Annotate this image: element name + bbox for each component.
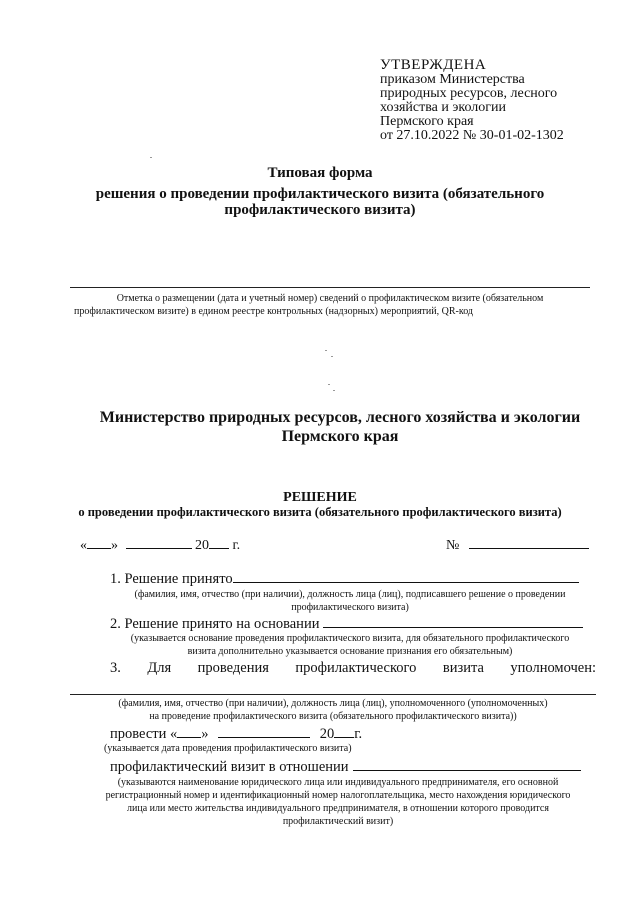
approval-stamp (380, 58, 630, 143)
day-blank (87, 536, 111, 549)
hint-line: (фамилия, имя, отчество (при наличии), должность лица (лиц), уполномоченного (уполномоченных) (118, 698, 548, 709)
item-3-word: 3. (110, 660, 121, 676)
regarding-hint (80, 776, 596, 828)
number-blank (469, 536, 589, 549)
regarding-row (110, 758, 581, 776)
item-3-word: Для (147, 660, 172, 676)
item-1 (110, 570, 579, 588)
hint-line: профилактического визита) (291, 602, 409, 613)
ministry-line: Министерство природных ресурсов, лесного хозяйства и экологии (99, 409, 581, 426)
item-2 (110, 615, 583, 633)
year-prefix: 20 (319, 726, 335, 742)
conduct-hint: (указывается дата проведения профилактического визита) (104, 743, 352, 754)
conduct-year-blank (334, 725, 354, 738)
item-3-word: уполномочен: (510, 660, 596, 676)
form-title-line: профилактического визита) (224, 202, 416, 218)
year-blank (209, 536, 229, 549)
hint-line: на проведение профилактического визита (обязательного профилактического визита)) (149, 711, 517, 722)
scan-speck (325, 350, 327, 351)
hint-line: (указывается основание проведения профилактического визита, для обязательного профилактического (130, 633, 570, 644)
decision-number (446, 536, 589, 554)
decision-date (80, 536, 240, 554)
item-1-hint (100, 588, 600, 614)
item-2-blank (323, 615, 583, 628)
approval-line: природных ресурсов, лесного (380, 86, 558, 101)
year-suffix: г. (354, 726, 363, 742)
number-sign: № (446, 538, 460, 553)
conduct-day-blank (177, 725, 201, 738)
hint-line: (фамилия, имя, отчество (при наличии), должность лица (лиц), подписавшего решение о проведении (134, 589, 566, 600)
item-3-word: визита (442, 660, 484, 676)
year-prefix: 20 (195, 538, 209, 553)
form-title-line: решения о проведении профилактического визита (обязательного (95, 186, 545, 202)
year-suffix: г. (232, 538, 241, 553)
close-quote: » (201, 726, 209, 742)
approval-head: УТВЕРЖДЕНА (380, 57, 487, 73)
open-quote: « (80, 538, 87, 553)
hint-line: регистрационный номер и идентификационный номер налогоплательщика, место нахождения юридического (105, 790, 571, 801)
item-3-blank (70, 694, 596, 695)
scan-speck (333, 390, 335, 391)
scan-speck (150, 157, 152, 158)
hint-line: лица или место жительства индивидуального предпринимателя, в отношении которого проводится (127, 803, 549, 814)
registry-line (70, 287, 590, 288)
item-3-word: проведения (197, 660, 269, 676)
conduct-label: провести « (110, 726, 178, 742)
ministry-name (60, 408, 620, 446)
approval-order-number: от 27.10.2022 № 30-01-02-1302 (380, 128, 564, 143)
registry-note-line: Отметка о размещении (дата и учетный номер) сведений о профилактическом визите (обязательном (116, 293, 544, 304)
hint-line: профилактический визит) (282, 816, 394, 827)
close-quote: » (111, 538, 118, 553)
item-2-label: 2. Решение принято на основании (110, 616, 320, 632)
item-3-word: профилактического (295, 660, 417, 676)
conduct-date (110, 725, 362, 743)
item-1-label: 1. Решение принято (110, 571, 233, 587)
scan-speck (328, 384, 330, 385)
hint-line: визита дополнительно указывается основание признания его обязательным) (187, 646, 513, 657)
registry-note (60, 292, 600, 318)
registry-note-line: профилактическом визите) в едином реестре контрольных (надзорных) мероприятий, QR-код (74, 306, 473, 317)
month-blank (126, 536, 192, 549)
approval-line: Пермского края (380, 114, 474, 129)
decision-title: РЕШЕНИЕ (283, 490, 357, 505)
approval-line: приказом Министерства (380, 72, 525, 87)
ministry-line: Пермского края (281, 428, 399, 445)
scan-speck (331, 356, 333, 357)
regarding-label: профилактический визит в отношении (110, 759, 349, 775)
approval-line: хозяйства и экологии (380, 100, 507, 115)
conduct-month-blank (218, 725, 310, 738)
decision-subtitle: о проведении профилактического визита (обязательного профилактического визита) (78, 505, 562, 519)
item-3-hint (70, 697, 596, 723)
hint-line: (указываются наименование юридического лица или индивидуального предпринимателя, его основной (117, 777, 559, 788)
item-3 (110, 660, 596, 677)
item-2-hint (100, 632, 600, 658)
form-title: Типовая форма (267, 165, 373, 181)
regarding-blank (353, 758, 581, 771)
item-1-blank (233, 570, 579, 583)
